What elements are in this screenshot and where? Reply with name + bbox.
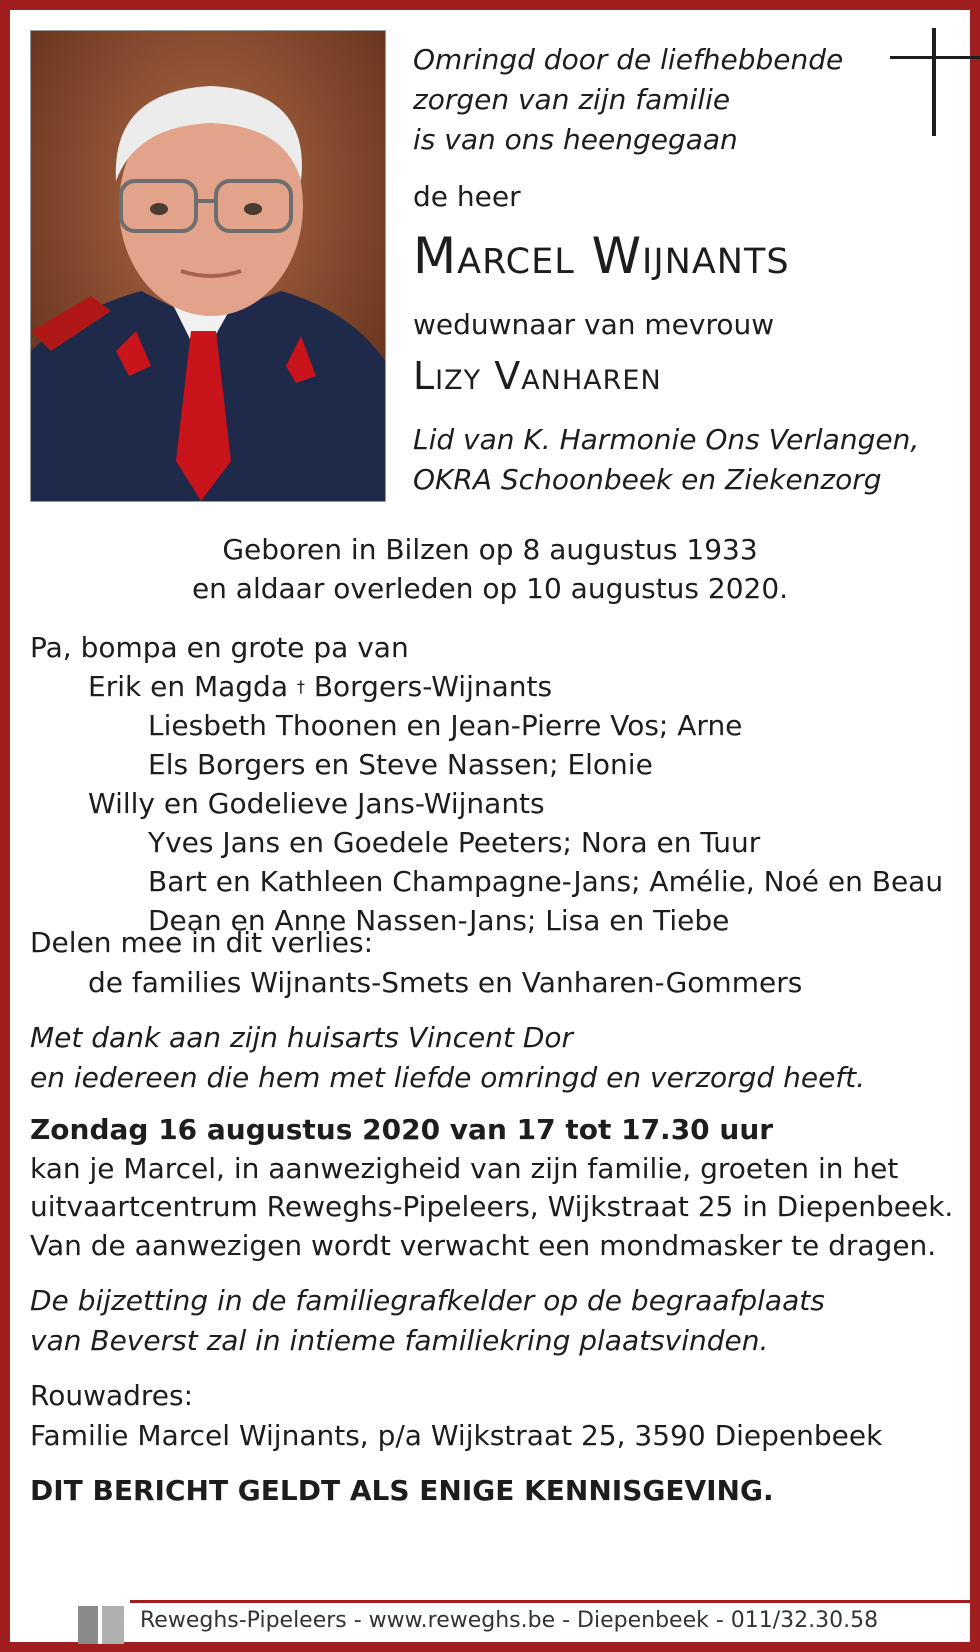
list-item: Els Borgers en Steve Nassen; Elonie — [148, 748, 653, 781]
intro-text — [413, 40, 843, 160]
spouse-name: Lizy Vanharen — [413, 354, 662, 398]
family-heading: Pa, bompa en grote pa van — [30, 631, 409, 664]
burial-line: van Beverst zal in intieme familiekring plaatsvinden. — [30, 1324, 769, 1357]
share-heading: Delen mee in dit verlies: — [30, 926, 374, 959]
funeral-home-logo-icon — [70, 1604, 132, 1644]
share-section — [30, 923, 802, 1003]
family-group-1-names: Erik en Magda — [88, 670, 288, 703]
thanks-line: Met dank aan zijn huisarts Vincent Dor — [30, 1021, 574, 1054]
memberships — [413, 420, 919, 500]
notice: DIT BERICHT GELDT ALS ENIGE KENNISGEVING. — [30, 1474, 774, 1507]
visit-line: Van de aanwezigen wordt verwacht een mondmasker te dragen. — [30, 1228, 937, 1262]
title-prefix: de heer — [413, 180, 521, 213]
intro-line: Omringd door de liefhebbende — [413, 43, 844, 76]
family-group-1-surname: Borgers-Wijnants — [313, 670, 553, 703]
deceased-name: Marcel Wijnants — [413, 227, 790, 285]
cross-icon — [890, 28, 980, 136]
visit-line: kan je Marcel, in aanwezigheid van zijn familie, groeten in het — [30, 1151, 899, 1185]
visit-line: uitvaartcentrum Reweghs-Pipeleers, Wijkstraat 25 in Diepenbeek. — [30, 1190, 954, 1223]
list-item: Dean en Anne Nassen-Jans; Lisa en Tiebe — [148, 904, 730, 937]
list-item: Yves Jans en Goedele Peeters; Nora en Tuur — [148, 826, 761, 859]
visit-heading: Zondag 16 augustus 2020 van 17 tot 17.30 uur — [30, 1113, 774, 1146]
list-item: Liesbeth Thoonen en Jean-Pierre Vos; Arne — [148, 709, 743, 742]
burial-line: De bijzetting in de familiegrafkelder op de begraafplaats — [30, 1284, 825, 1317]
thanks-section — [30, 1018, 865, 1098]
dagger-icon: † — [296, 677, 305, 696]
family-list — [30, 628, 943, 940]
membership-line: OKRA Schoonbeek en Ziekenzorg — [413, 463, 882, 496]
family-group-1 — [30, 667, 943, 706]
portrait-photo — [30, 30, 386, 502]
family-group-2: Willy en Godelieve Jans-Wijnants — [88, 787, 545, 820]
address-section — [30, 1376, 882, 1456]
share-line: de families Wijnants-Smets en Vanharen-Gommers — [88, 966, 803, 999]
list-item: Bart en Kathleen Champagne-Jans; Amélie, Noé en Beau — [148, 865, 944, 898]
footer-divider — [130, 1600, 970, 1603]
visit-section — [30, 1111, 953, 1265]
intro-line: is van ons heengegaan — [413, 123, 738, 156]
burial-section — [30, 1281, 825, 1361]
address-line: Familie Marcel Wijnants, p/a Wijkstraat 25, 3590 Diepenbeek — [30, 1419, 883, 1452]
membership-line: Lid van K. Harmonie Ons Verlangen, — [413, 423, 920, 456]
obituary-card — [10, 10, 970, 1642]
birth-death-dates — [10, 530, 970, 608]
address-heading: Rouwadres: — [30, 1379, 194, 1412]
born-line: en aldaar overleden op 10 augustus 2020. — [191, 572, 789, 605]
widower-line: weduwnaar van mevrouw — [413, 308, 775, 341]
footer-text: Reweghs-Pipeleers - www.reweghs.be - Diepenbeek - 011/32.30.58 — [140, 1608, 879, 1633]
intro-line: zorgen van zijn familie — [413, 83, 731, 116]
footer — [30, 1600, 980, 1642]
born-line: Geboren in Bilzen op 8 augustus 1933 — [222, 533, 758, 566]
thanks-line: en iedereen die hem met liefde omringd en verzorgd heeft. — [30, 1061, 866, 1094]
